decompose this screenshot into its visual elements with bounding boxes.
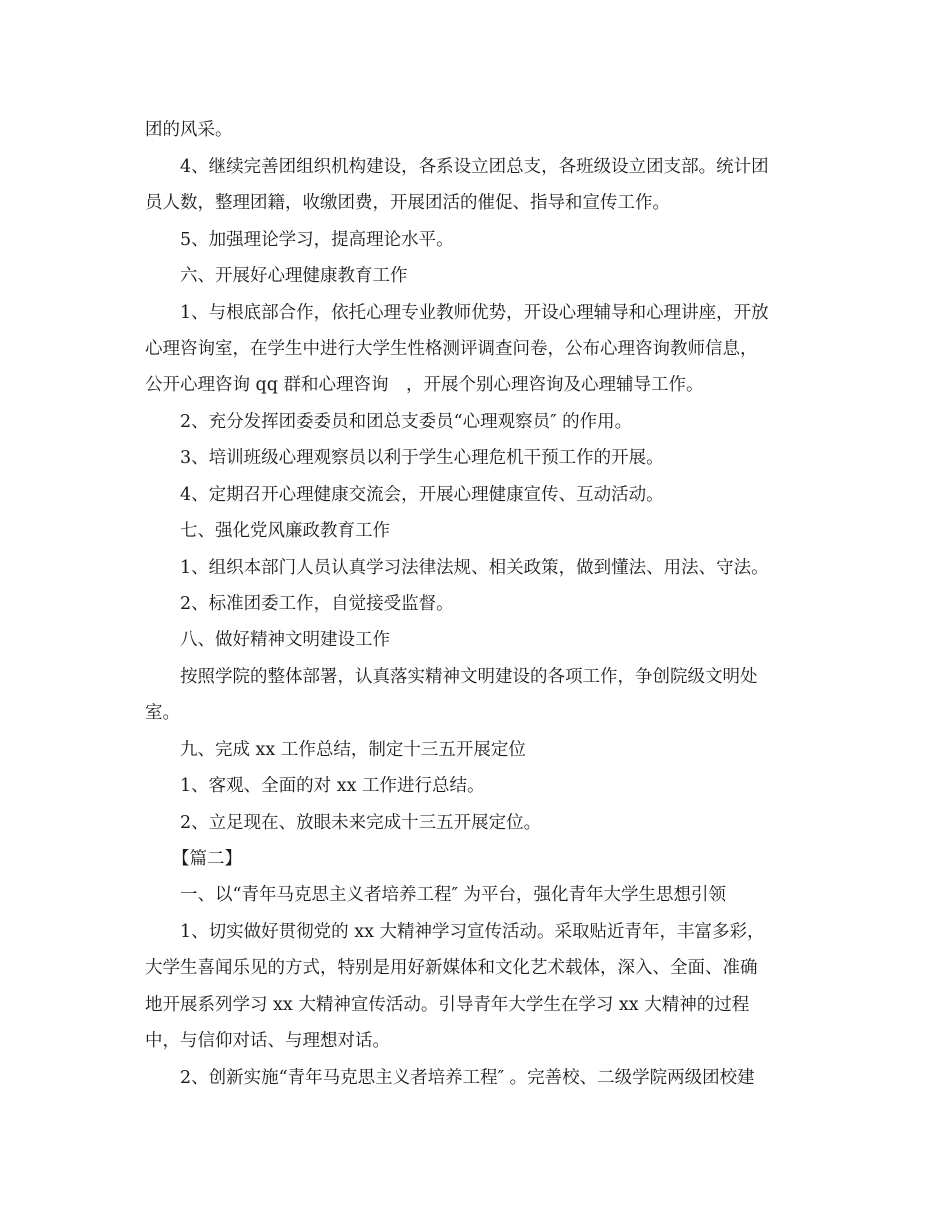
text-line: 中，与信仰对话、与理想对话。 <box>145 1031 390 1051</box>
text-line: 3、培训班级心理观察员以利于学生心理危机干预工作的开展。 <box>180 448 664 468</box>
text-line: 2、标准团委工作，自觉接受监督。 <box>180 594 454 614</box>
text-line: 2、立足现在、放眼未来完成十三五开展定位。 <box>180 813 542 833</box>
section-heading: 九、完成 xx 工作总结，制定十三五开展定位 <box>180 740 526 760</box>
text-line: 2、充分发挥团委委员和团总支委员“心理观察员″ 的作用。 <box>180 412 633 432</box>
text-line: 心理咨询室，在学生中进行大学生性格测评调查问卷，公布心理咨询教师信息， <box>145 339 758 359</box>
text-line: 1、切实做好贯彻党的 xx 大精神学习宣传活动。采取贴近青年，丰富多彩， <box>180 922 765 942</box>
text-line: 2、创新实施“青年马克思主义者培养工程″ 。完善校、二级学院两级团校建 <box>180 1068 755 1088</box>
part-heading: 【篇二】 <box>172 849 242 869</box>
text-line: 室。 <box>145 703 180 723</box>
text-line: 1、与根底部合作，依托心理专业教师优势，开设心理辅导和心理讲座，开放 <box>180 303 769 323</box>
text-line: 4、继续完善团组织机构建设，各系设立团总支，各班级设立团支部。统计团 <box>180 157 769 177</box>
section-heading: 六、开展好心理健康教育工作 <box>180 266 408 286</box>
section-heading: 一、以“青年马克思主义者培养工程″ 为平台，强化青年大学生思想引领 <box>180 885 727 905</box>
text-line: 5、加强理论学习，提高理论水平。 <box>180 230 454 250</box>
text-line: 大学生喜闻乐见的方式，特别是用好新媒体和文化艺术载体，深入、全面、准确 <box>145 958 758 978</box>
text-line: 团的风采。 <box>145 120 233 140</box>
text-line: 员人数，整理团籍，收缴团费，开展团活的催促、指导和宣传工作。 <box>145 193 670 213</box>
text-line: 地开展系列学习 xx 大精神宣传活动。引导青年大学生在学习 xx 大精神的过程 <box>145 995 750 1015</box>
text-line: 1、组织本部门人员认真学习法律法规、相关政策，做到懂法、用法、守法。 <box>180 558 769 578</box>
section-heading: 七、强化党风廉政教育工作 <box>180 521 390 541</box>
text-line: 4、定期召开心理健康交流会，开展心理健康宣传、互动活动。 <box>180 485 664 505</box>
text-line: 按照学院的整体部署，认真落实精神文明建设的各项工作，争创院级文明处 <box>180 667 758 687</box>
section-heading: 八、做好精神文明建设工作 <box>180 630 390 650</box>
text-line: 公开心理咨询 qq 群和心理咨询 ，开展个别心理咨询及心理辅导工作。 <box>145 375 704 395</box>
text-line: 1、客观、全面的对 xx 工作进行总结。 <box>180 776 485 796</box>
